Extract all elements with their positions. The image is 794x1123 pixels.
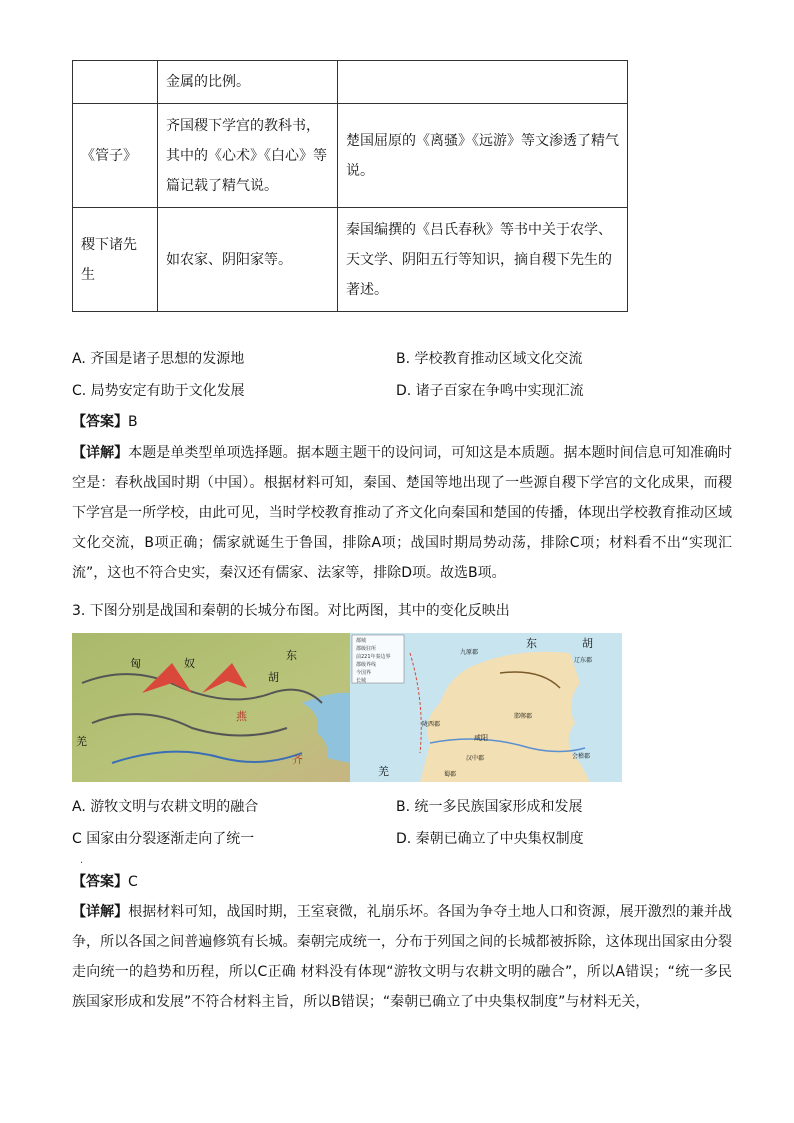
q3-detail — [72, 897, 732, 1017]
legend-item: 今国界 — [356, 670, 372, 676]
map-label: 奴 — [184, 657, 195, 670]
table-cell — [338, 61, 628, 104]
map-label: 会稽郡 — [572, 753, 591, 760]
great-wall-maps — [72, 633, 622, 782]
table-row — [73, 61, 628, 104]
table-cell: 齐国稷下学宫的教科书，其中的《心术》《白心》等篇记载了精气说。 — [158, 104, 338, 208]
q2-detail — [72, 438, 732, 588]
q2-option-b: B. 学校教育推动区域文化交流 — [396, 351, 583, 367]
legend-item: 前221年秦边界 — [356, 654, 391, 660]
q2-answer — [72, 411, 138, 433]
map-label: 九原郡 — [460, 649, 479, 656]
table-cell: 秦国编撰的《吕氏春秋》等书中关于农学、天文学、阴阳五行等知识，摘自稷下先生的著述。 — [338, 208, 628, 312]
warring-states-map — [72, 633, 350, 782]
source-table — [72, 60, 628, 312]
stray-mark: . — [80, 855, 84, 866]
table-cell: 金属的比例。 — [158, 61, 338, 104]
q3-option-a: A. 游牧文明与农耕文明的融合 — [72, 799, 259, 815]
q2-option-a: A. 齐国是诸子思想的发源地 — [72, 351, 245, 367]
q2-option-d: D. 诸子百家在争鸣中实现汇流 — [396, 383, 584, 399]
table-row — [73, 104, 628, 208]
q2-option-c: C. 局势安定有助于文化发展 — [72, 383, 245, 399]
legend-item: 长城 — [356, 678, 367, 684]
table-cell: 稷下诸先生 — [73, 208, 158, 312]
table-row — [73, 208, 628, 312]
table-cell: 如农家、阴阳家等。 — [158, 208, 338, 312]
map-label: 辽东郡 — [574, 657, 593, 664]
table-cell: 《管子》 — [73, 104, 158, 208]
map-legend — [356, 637, 391, 685]
map-label: 匈 — [130, 657, 141, 670]
table-cell: 楚国屈原的《离骚》《远游》等文渗透了精气说。 — [338, 104, 628, 208]
map-label: 陇西郡 — [422, 721, 441, 728]
legend-item: 郡级界线 — [356, 662, 377, 668]
map-label: 汉中郡 — [466, 755, 485, 762]
map-label: 齐 — [292, 753, 303, 766]
answer-value: B — [128, 414, 138, 430]
map-label: 邯郸郡 — [514, 713, 533, 720]
map-label: 蜀郡 — [444, 771, 457, 778]
q3-question: 3. 下图分别是战国和秦朝的长城分布图。对比两图，其中的变化反映出 — [72, 603, 510, 619]
qin-dynasty-map — [350, 633, 622, 782]
detail-label: 【详解】 — [72, 445, 129, 461]
legend-item: 都城 — [356, 638, 367, 644]
q3-answer — [72, 871, 138, 893]
map-label: 咸阳 — [474, 734, 488, 742]
map-label: 羌 — [378, 765, 389, 778]
map-label: 胡 — [268, 671, 279, 684]
map-label: 燕 — [236, 710, 247, 723]
table-cell — [73, 61, 158, 104]
legend-item: 郡级驻所 — [356, 646, 377, 652]
map-label: 东 — [526, 637, 537, 650]
answer-label: 【答案】 — [72, 414, 128, 430]
detail-label: 【详解】 — [72, 904, 129, 920]
map-label: 胡 — [582, 637, 593, 650]
answer-value: C — [128, 874, 138, 890]
map-label: 羌 — [76, 735, 87, 748]
detail-text: 根据材料可知，战国时期，王室衰微，礼崩乐坏。各国为争夺土地人口和资源，展开激烈的兼并战争，所以各国之间普遍修筑有长城。秦朝完成统一，分布于列国之间的长城都被拆除，这体现出国家由分裂走向统一的趋势和历程，所以C正确 材料没有体现“游牧文明与农耕文明的融合”，所以A错误；“统一多民族国家形成和发展”不符合材料主旨，所以B错误；“秦朝已确立了中央集权制度”与材料无关， — [72, 904, 733, 1010]
q3-option-c: C 国家由分裂逐渐走向了统一 — [72, 831, 255, 847]
q3-option-b: B. 统一多民族国家形成和发展 — [396, 799, 583, 815]
detail-text: 本题是单类型单项选择题。据本题主题干的设问词，可知这是本质题。据本题时间信息可知准确时空是：春秋战国时期（中国）。根据材料可知，秦国、楚国等地出现了一些源自稷下学宫的文化成果，而稷下学宫是一所学校，由此可见，当时学校教育推动了齐文化向秦国和楚国的传播，体现出学校教育推动区域文化交流，B项正确；儒家就诞生于鲁国，排除A项；战国时期局势动荡，排除C项；材料看不出“实现汇流”，这也不符合史实，秦汉还有儒家、法家等，排除D项。故选B项。 — [72, 445, 733, 581]
map-label: 东 — [286, 649, 297, 662]
q3-option-d: D. 秦朝已确立了中央集权制度 — [396, 831, 584, 847]
answer-label: 【答案】 — [72, 874, 128, 890]
